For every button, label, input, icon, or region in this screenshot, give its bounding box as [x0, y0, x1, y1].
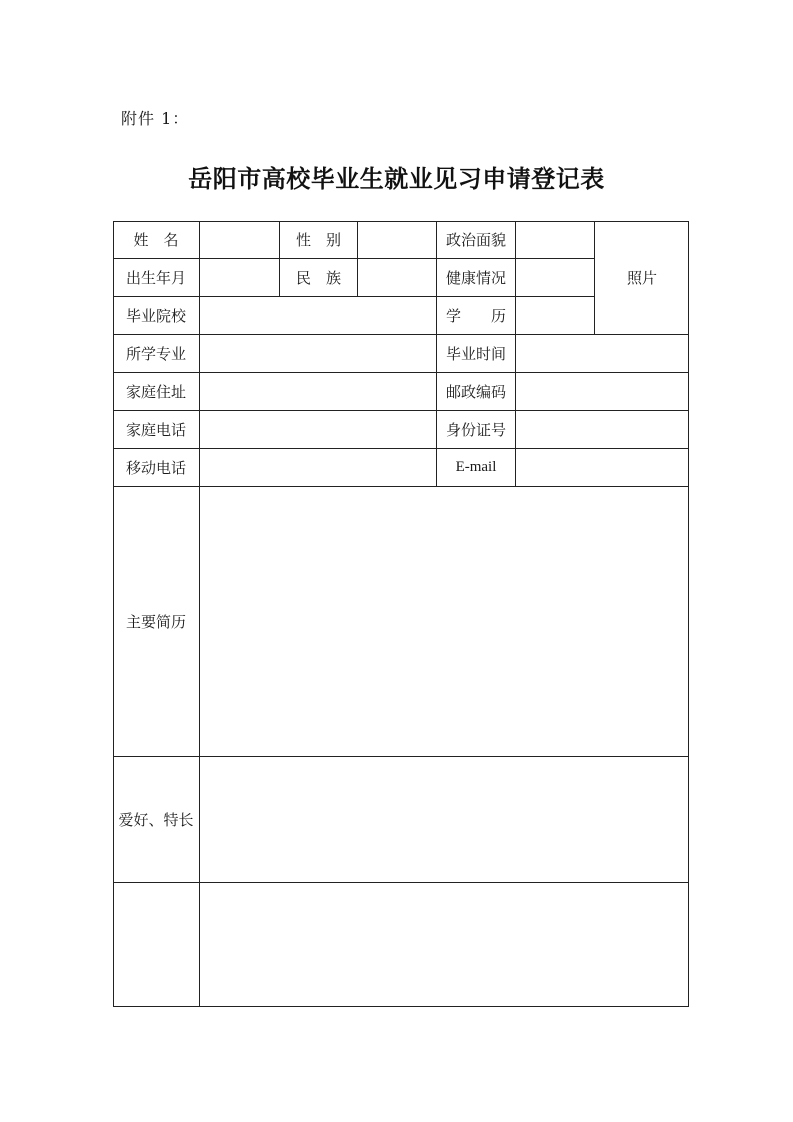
hobbies-field[interactable]: [200, 757, 689, 882]
extra-label: [113, 883, 199, 1007]
home-phone-field[interactable]: [200, 411, 436, 448]
education-label: 学 历: [445, 307, 506, 325]
ethnicity-field[interactable]: [358, 259, 436, 296]
graduation-time-label: 毕业时间: [445, 345, 506, 363]
attachment-label: 附件 1：: [121, 109, 190, 128]
postcode-label: 邮政编码: [445, 383, 506, 401]
email-field[interactable]: [516, 449, 689, 486]
id-number-field[interactable]: [516, 411, 689, 448]
id-number-label: 身份证号: [445, 421, 506, 439]
major-field[interactable]: [200, 335, 436, 372]
postcode-field[interactable]: [516, 373, 689, 410]
mobile-phone-label: 移动电话: [125, 459, 186, 477]
school-label: 毕业院校: [125, 307, 186, 325]
gender-label: 性 别: [295, 231, 341, 249]
resume-label: 主要简历: [125, 613, 186, 631]
home-phone-label: 家庭电话: [125, 421, 186, 439]
gender-field[interactable]: [358, 221, 436, 258]
birth-date-field[interactable]: [200, 259, 279, 296]
name-field[interactable]: [200, 221, 279, 258]
photo-box[interactable]: 照片: [626, 269, 657, 287]
health-field[interactable]: [516, 259, 594, 296]
home-address-field[interactable]: [200, 373, 436, 410]
mobile-phone-field[interactable]: [200, 449, 436, 486]
education-field[interactable]: [516, 297, 594, 334]
major-label: 所学专业: [125, 345, 186, 363]
email-label: E-mail: [455, 459, 497, 475]
extra-field[interactable]: [200, 883, 689, 1007]
page-title: 岳阳市高校毕业生就业见习申请登记表: [188, 165, 605, 193]
health-label: 健康情况: [445, 269, 506, 287]
name-label: 姓 名: [133, 231, 179, 249]
school-field[interactable]: [200, 297, 436, 334]
resume-field[interactable]: [200, 487, 689, 756]
ethnicity-label: 民 族: [295, 269, 341, 287]
birth-date-label: 出生年月: [125, 269, 186, 287]
political-status-field[interactable]: [516, 221, 594, 258]
hobbies-label: 爱好、特长: [118, 811, 194, 829]
political-status-label: 政治面貌: [445, 231, 506, 249]
home-address-label: 家庭住址: [125, 383, 186, 401]
graduation-time-field[interactable]: [516, 335, 689, 372]
